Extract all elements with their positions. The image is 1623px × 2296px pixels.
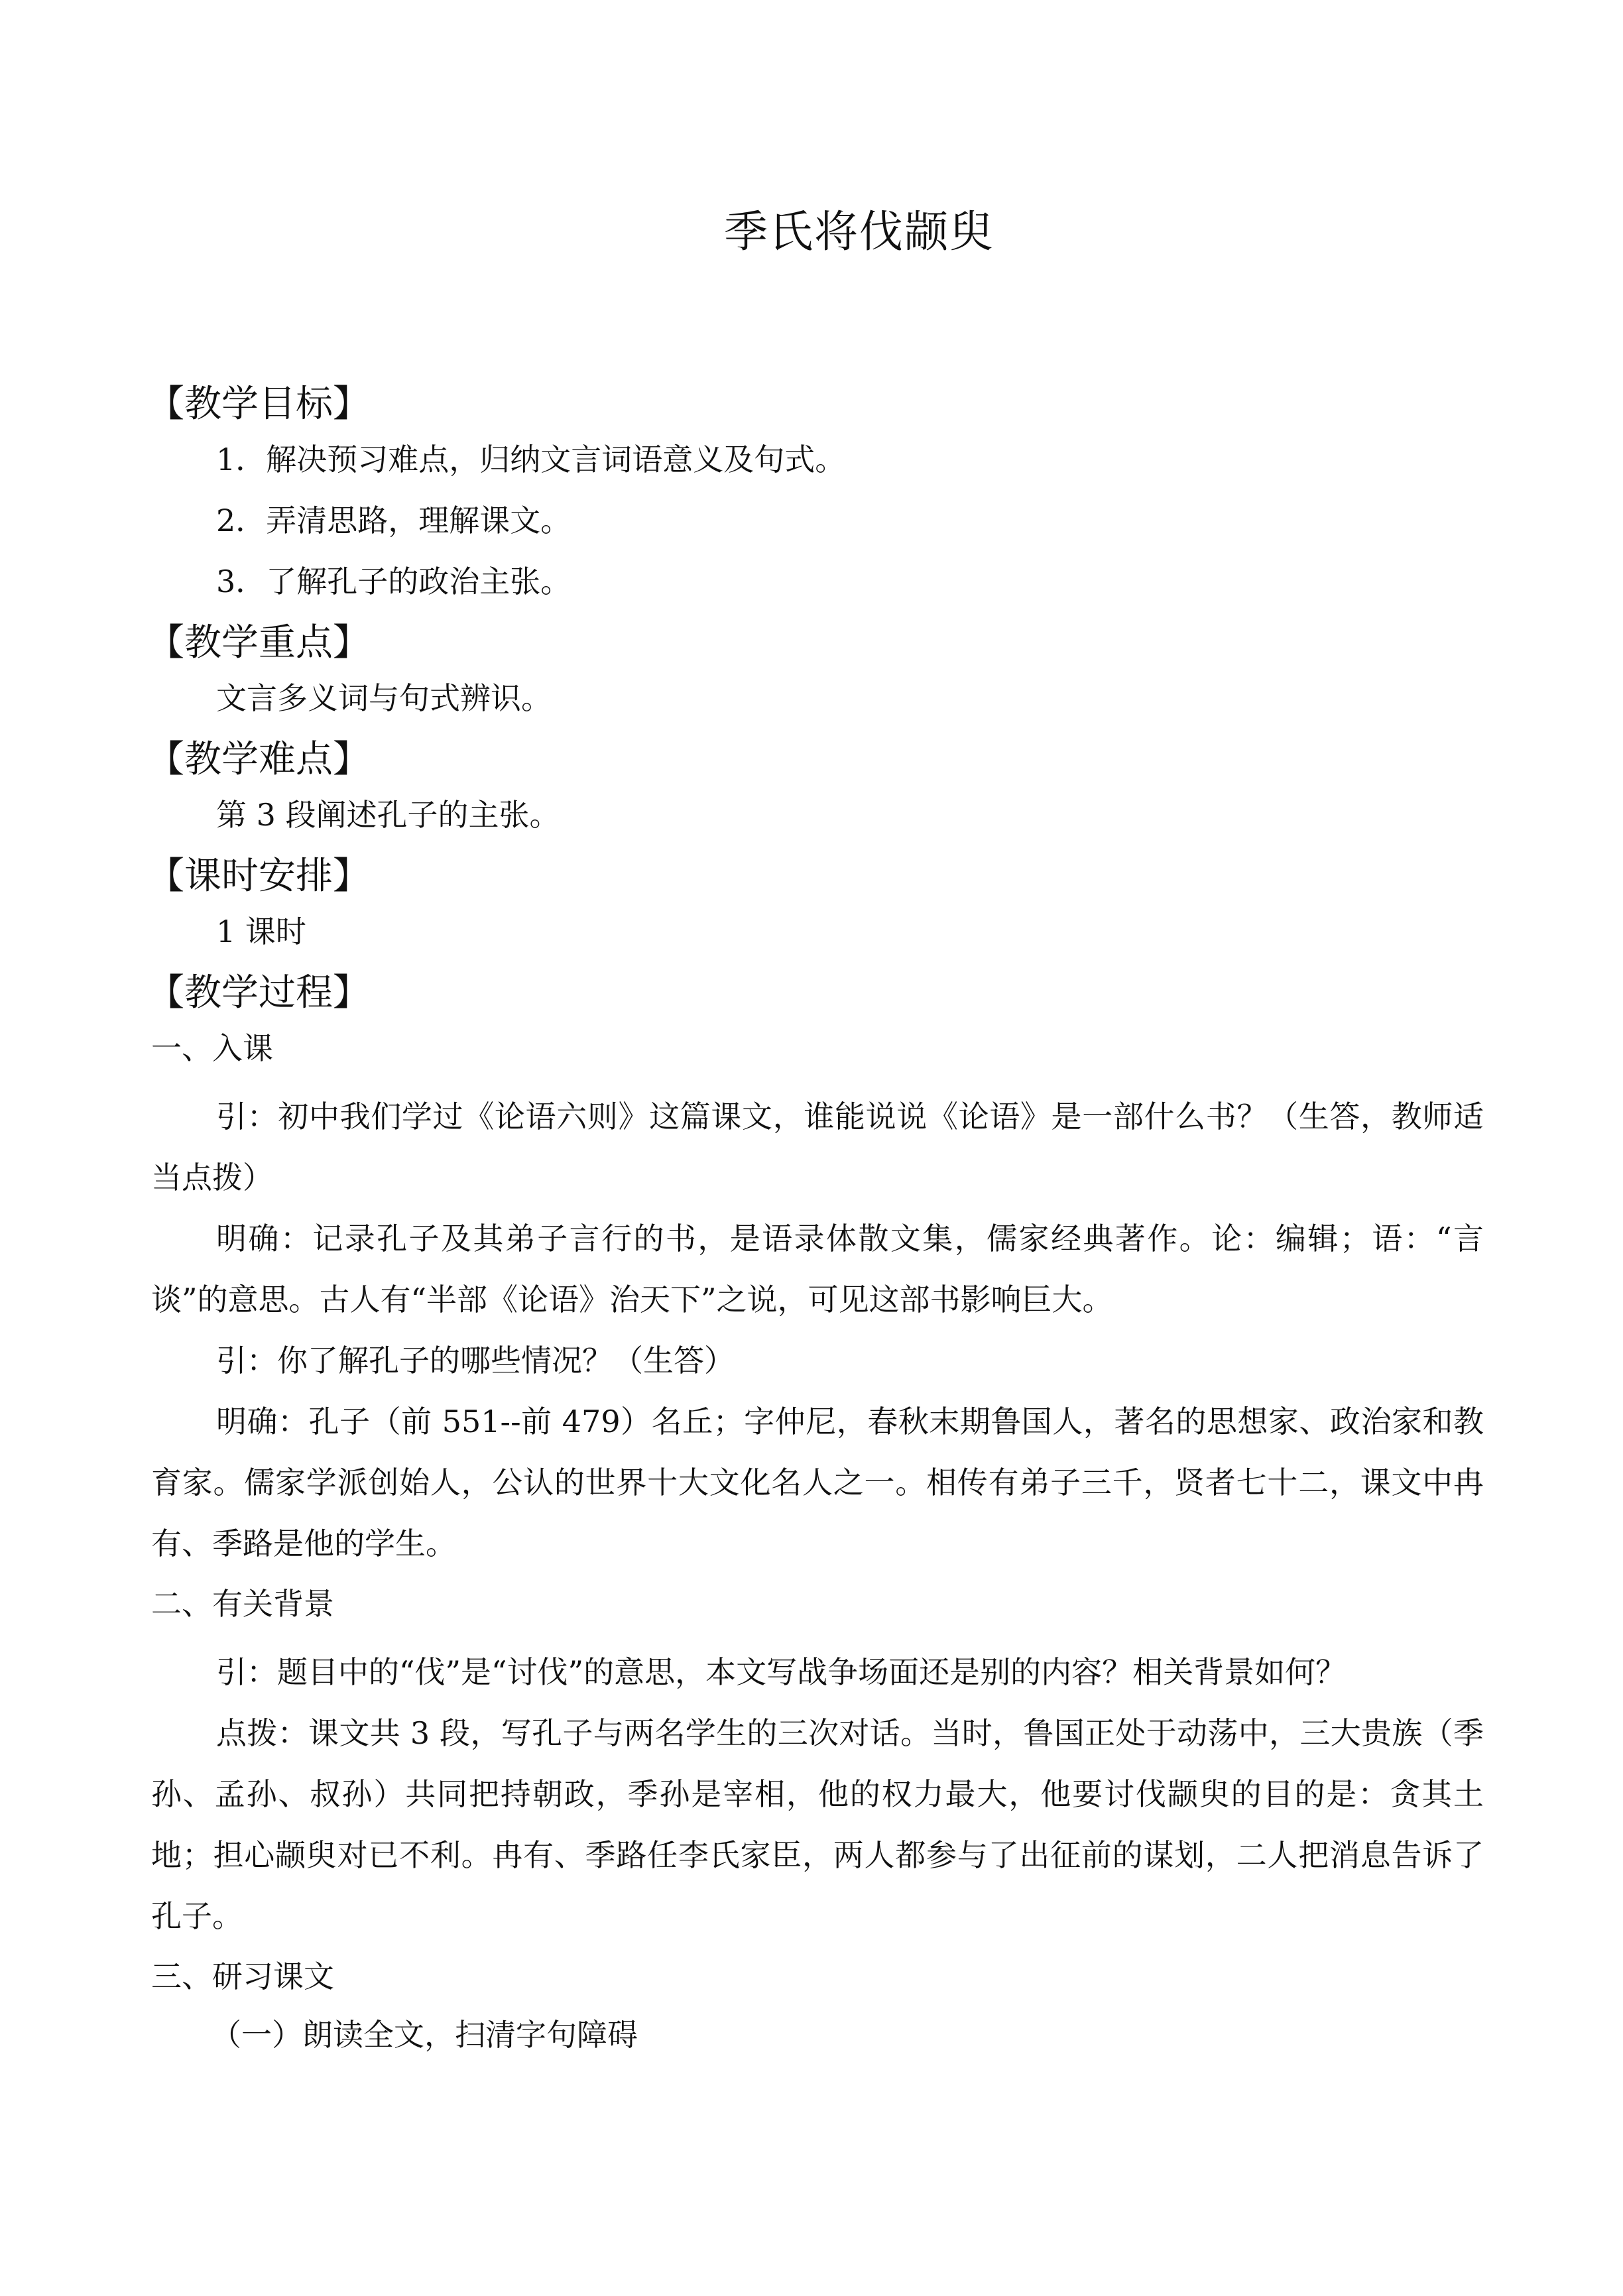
background-paragraph-1: 引：题目中的“伐”是“讨伐”的意思，本文写战争场面还是别的内容？相关背景如何？: [216, 1654, 1347, 1690]
objective-item-1: 1．解决预习难点，归纳文言词语意义及句式。: [216, 442, 846, 477]
difficulties-text: 第 3 段阐述孔子的主张。: [216, 797, 560, 833]
section-study-title: 三、研习课文: [151, 1959, 334, 1994]
objective-item-3: 3．了解孔子的政治主张。: [216, 564, 571, 599]
document-body: [147, 378, 1484, 2055]
document-title: 季氏将伐颛臾: [724, 206, 994, 257]
key-points-text: 文言多义词与句式辨识。: [216, 680, 552, 716]
intro-paragraph-4: 明确：孔子（前 551--前 479）名丘；字仲尼，春秋末期鲁国人，著名的思想家、政治家和教育家。儒家学派创始人，公认的世界十大文化名人之一。相传有弟子三千，贤者七十二，课文中冉有、季路是他的学生。: [151, 1404, 1484, 1561]
schedule-heading: 【课时安排】: [147, 855, 370, 898]
background-paragraph-2: 点拨：课文共 3 段，写孔子与两名学生的三次对话。当时，鲁国正处于动荡中，三大贵族（季孙、孟孙、叔孙）共同把持朝政，季孙是宰相，他的权力最大，他要讨伐颛臾的目的是：贪其土地；担心颛臾对已不利。冉有、季路任李氏家臣，两人都参与了出征前的谋划，二人把消息告诉了孔子。: [151, 1715, 1484, 1934]
intro-paragraph-2: 明确：记录孔子及其弟子言行的书，是语录体散文集，儒家经典著作。论：编辑；语：“言谈”的意思。古人有“半部《论语》治天下”之说，可见这部书影响巨大。: [151, 1221, 1484, 1317]
schedule-text: 1 课时: [216, 914, 306, 949]
difficulties-heading: 【教学难点】: [147, 738, 370, 781]
section-background-title: 二、有关背景: [151, 1586, 334, 1622]
intro-paragraph-1: 引：初中我们学过《论语六则》这篇课文，谁能说说《论语》是一部什么书？（生答，教师适当点拨）: [151, 1099, 1484, 1195]
intro-paragraph-3: 引：你了解孔子的哪些情况？（生答）: [216, 1343, 735, 1378]
process-heading: 【教学过程】: [147, 971, 370, 1014]
study-subsection-1: （一）朗读全文，扫清字句障碍: [211, 2017, 638, 2053]
key-points-heading: 【教学重点】: [147, 621, 370, 664]
section-intro-title: 一、入课: [151, 1030, 273, 1066]
objectives-heading: 【教学目标】: [147, 383, 370, 426]
objective-item-2: 2．弄清思路，理解课文。: [216, 503, 571, 538]
